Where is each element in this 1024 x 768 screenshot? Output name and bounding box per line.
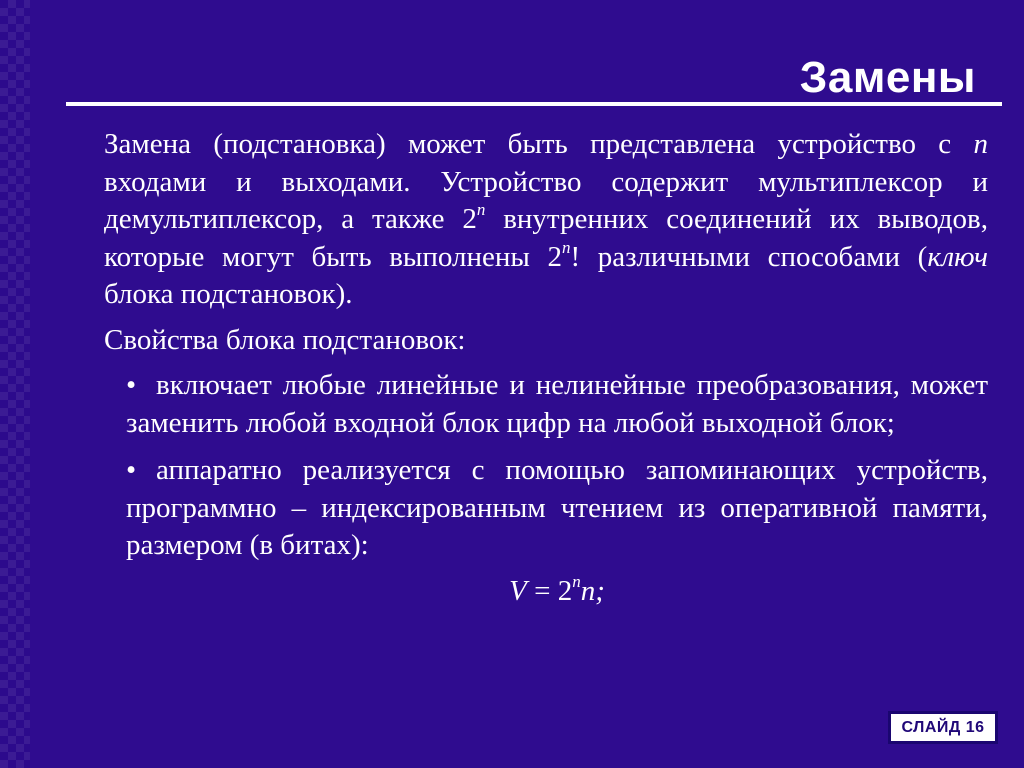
properties-list [104, 367, 988, 565]
list-item-text: включает любые линейные и нелинейные преобразования, может заменить любой входной блок цифр на любой выходной блок; [126, 369, 988, 439]
formula-sup-n: n [572, 571, 581, 591]
bullet-icon: • [126, 369, 137, 401]
slide-title: Замены [799, 53, 976, 102]
title-underline [66, 102, 1002, 106]
formula-lhs: V [509, 574, 527, 607]
list-item-text: аппаратно реализуется с помощью запоминающих устройств, программно – индексированным чтением из оперативной памяти, размером (в битах): [126, 454, 988, 561]
para1-sup-n-1: n [476, 200, 486, 219]
para1-text-2: входами и выходами. Устройство содержит мультиплексор и демультиплексор, а также 2 [104, 165, 988, 235]
list-item [126, 452, 988, 565]
paragraph-substitution [104, 126, 988, 314]
slide-number-badge: СЛАЙД 16 [888, 711, 998, 744]
list-item [126, 367, 988, 442]
formula-rhs: n; [580, 574, 605, 607]
para1-text-5: блока подстановок). [104, 278, 353, 310]
memory-size-formula [104, 573, 988, 611]
para1-text-1: Замена (подстановка) может быть представлена устройство с [104, 128, 974, 160]
para1-key-word: ключ [927, 240, 989, 273]
paragraph-properties: Свойства блока подстановок: [104, 323, 466, 356]
bullet-icon: • [126, 454, 137, 486]
slide-body [104, 126, 988, 610]
para1-text-4: ! различными способами ( [570, 240, 928, 273]
para1-var-n: n [973, 128, 988, 160]
para1-text-3: внутренних соединений их выводов, которые могут быть выполнены 2 [104, 203, 988, 273]
para1-sup-n-2: n [561, 237, 571, 257]
formula-eq: = 2 [526, 574, 573, 607]
